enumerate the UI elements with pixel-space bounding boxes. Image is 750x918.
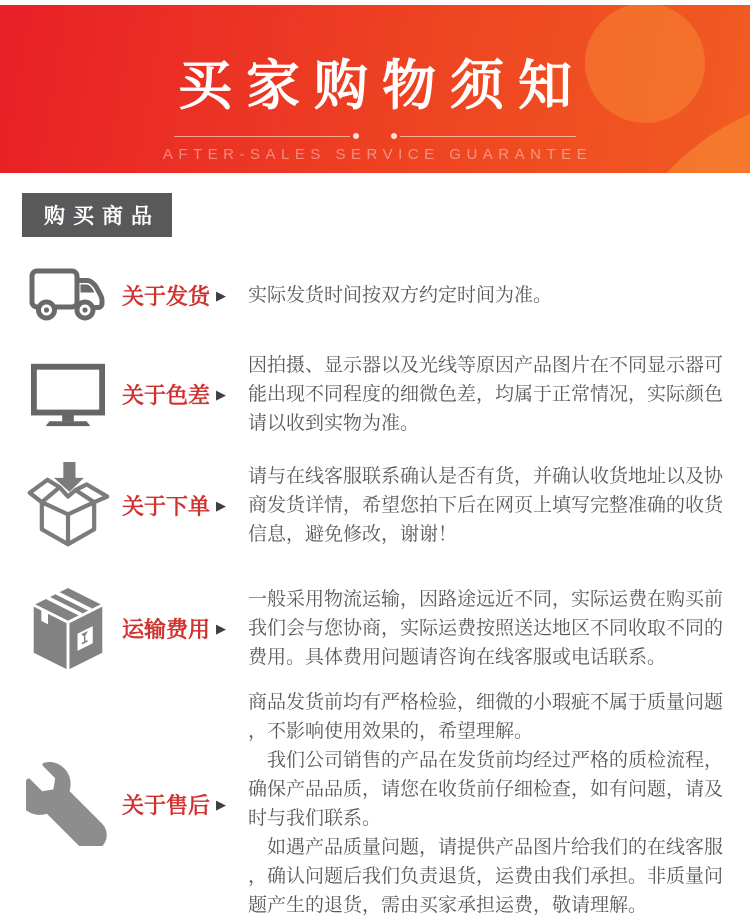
row-text: 请与在线客服联系确认是否有货，并确认收货地址以及协商发货详情，希望您拍下后在网页上填写完整准确的收货信息，避免修改，谢谢！ (248, 465, 724, 545)
row-label: 运输费用 (122, 616, 211, 642)
banner (0, 5, 750, 173)
row-color-difference (0, 351, 750, 438)
row-ordering (0, 458, 750, 552)
section-title: 购买商品 (44, 205, 160, 228)
monitor-icon (22, 362, 114, 428)
notice-rows (0, 263, 750, 918)
row-label: 关于售后 (122, 792, 211, 818)
row-after-sales (0, 688, 750, 918)
row-label-cell (114, 613, 248, 644)
row-label: 关于色差 (122, 383, 211, 408)
row-label-cell (114, 280, 248, 311)
row-label-cell (114, 789, 248, 820)
page-title: 买家购物须知 (178, 56, 586, 116)
arrow-right-icon: ▶ (216, 497, 227, 513)
row-text: 商品发货前均有严格检验，细微的小瑕疵不属于质量问题，不影响使用效果的，希望理解。 我们公司销售的产品在发货前均经过严格的质检流程，确保产品品质，请您在收货前仔细检查，如有问题，请及时与我们联系。 如遇产品质量问题，请提供产品图片给我们的在线客服，确认问题后我们负责退货，运费由我们承担。非质量问题产生的退货，需由买家承担运费，敬请理解。 (248, 692, 724, 916)
truck-icon (22, 265, 114, 325)
row-text: 实际发货时间按双方约定时间为准。 (248, 284, 553, 306)
section-header (22, 193, 172, 237)
arrow-right-icon: ▶ (216, 796, 227, 812)
row-text: 因拍摄、显示器以及光线等原因产品图片在不同显示器可能出现不同程度的细微色差，均属于正常情况，实际颜色请以收到实物为准。 (248, 355, 724, 434)
wrench-icon (22, 762, 114, 846)
banner-subtitle: AFTER-SALES SERVICE GUARANTEE (162, 146, 593, 163)
row-shipping-fee (0, 584, 750, 672)
row-label: 关于发货 (122, 283, 211, 309)
arrow-right-icon: ▶ (216, 287, 227, 303)
row-label-cell (114, 490, 248, 521)
package-icon (22, 584, 114, 672)
row-text: 一般采用物流运输，因路途远近不同，实际运费在购买前我们会与您协商，实际运费按照送达地区不同收取不同的费用。具体费用问题请咨询在线客服或电话联系。 (248, 588, 724, 668)
divider (174, 133, 576, 139)
arrow-right-icon: ▶ (216, 387, 227, 402)
row-shipping (0, 263, 750, 327)
row-label-cell (114, 379, 248, 410)
row-label: 关于下单 (122, 493, 211, 519)
open-box-icon (22, 458, 114, 552)
arrow-right-icon: ▶ (216, 620, 227, 636)
